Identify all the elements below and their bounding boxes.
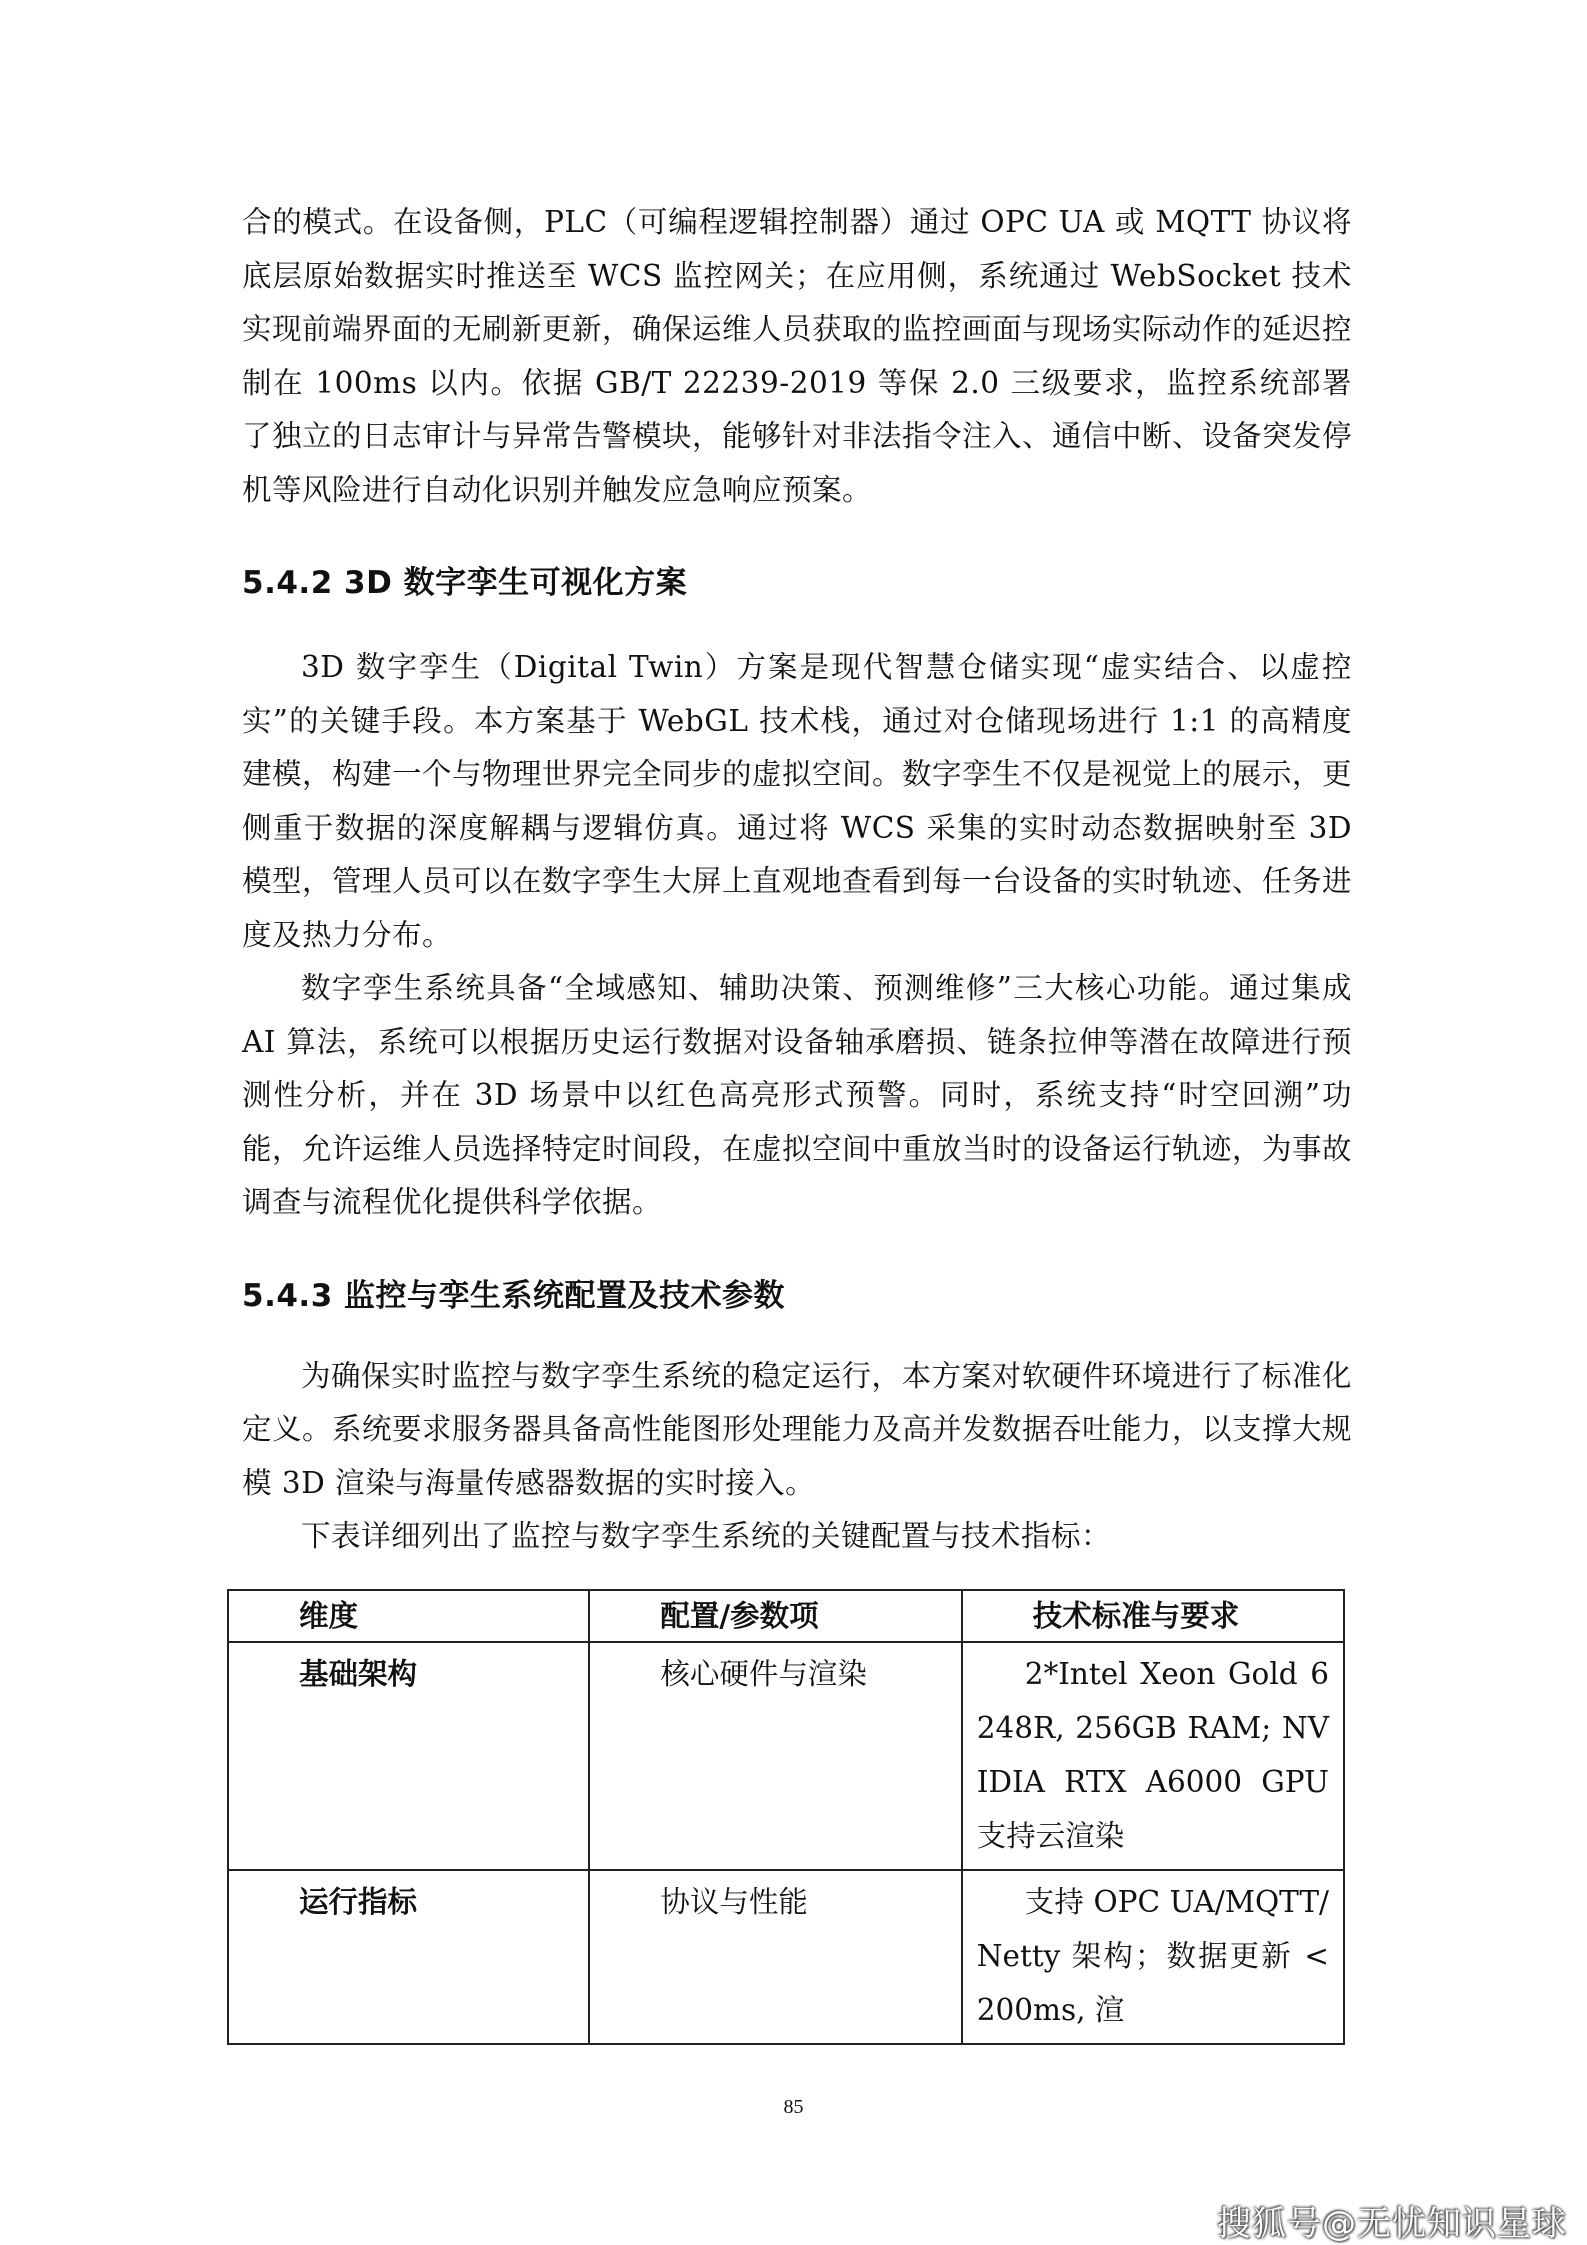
table-header-config: 配置/参数项 <box>589 1590 961 1642</box>
table-cell-config: 协议与性能 <box>589 1870 961 2044</box>
table-header-dimension: 维度 <box>228 1590 589 1642</box>
table-caption: 下表详细列出了监控与数字孪生系统的关键配置与技术指标： <box>301 1519 1112 1553</box>
table-cell-dimension: 基础架构 <box>228 1642 589 1870</box>
spec-table <box>227 1589 1345 2045</box>
table-header-row <box>228 1590 1344 1642</box>
table-cell-config: 核心硬件与渲染 <box>589 1642 961 1870</box>
page-number: 85 <box>783 2096 804 2118</box>
document-body <box>242 196 1352 1564</box>
table-cell-requirement: 支持 OPC UA/MQTT/Netty 架构；数据更新 < 200ms, 渲 <box>962 1870 1344 2044</box>
table-row <box>228 1870 1344 2044</box>
table-header-requirement: 技术标准与要求 <box>962 1590 1344 1642</box>
table-cell-dimension: 运行指标 <box>228 1870 589 2044</box>
section-heading-5-4-3: 5.4.3 监控与孪生系统配置及技术参数 <box>242 1277 786 1314</box>
section-5-4-2-paragraph-2: 数字孪生系统具备“全域感知、辅助决策、预测维修”三大核心功能。通过集成 AI 算法，系统可以根据历史运行数据对设备轴承磨损、链条拉伸等潜在故障进行预测性分析，并在 3D 场景中以红色高亮形式预警。同时，系统支持“时空回溯”功能，允许运维人员选择特定时间段，在虚拟空间中重放当时的设备运行轨迹，为事故调查与流程优化提供科学依据。 <box>242 971 1353 1219</box>
section-5-4-3-paragraph-1: 为确保实时监控与数字孪生系统的稳定运行，本方案对软硬件环境进行了标准化定义。系统要求服务器具备高性能图形处理能力及高并发数据吞吐能力，以支撑大规模 3D 渲染与海量传感器数据的实时接入。 <box>242 1358 1353 1500</box>
intro-paragraph: 合的模式。在设备侧，PLC（可编程逻辑控制器）通过 OPC UA 或 MQTT 协议将底层原始数据实时推送至 WCS 监控网关；在应用侧，系统通过 WebSocket 技术实现前端界面的无刷新更新，确保运维人员获取的监控画面与现场实际动作的延迟控制在 100ms 以内。依据 GB/T 22239-2019 等保 2.0 三级要求，监控系统部署了独立的日志审计与异常告警模块，能够针对非法指令注入、通信中断、设备突发停机等风险进行自动化识别并触发应急响应预案。 <box>242 205 1353 507</box>
section-heading-5-4-2: 5.4.2 3D 数字孪生可视化方案 <box>242 565 688 601</box>
table-row <box>228 1642 1344 1870</box>
source-watermark: 搜狐号@无忧知识星球 <box>1217 2204 1567 2244</box>
section-5-4-2-paragraph-1: 3D 数字孪生（Digital Twin）方案是现代智慧仓储实现“虚实结合、以虚控实”的关键手段。本方案基于 WebGL 技术栈，通过对仓储现场进行 1:1 的高精度建模，构建一个与物理世界完全同步的虚拟空间。数字孪生不仅是视觉上的展示，更侧重于数据的深度解耦与逻辑仿真。通过将 WCS 采集的实时动态数据映射至 3D 模型，管理人员可以在数字孪生大屏上直观地查看到每一台设备的实时轨迹、任务进度及热力分布。 <box>242 650 1353 952</box>
table-cell-requirement: 2*Intel Xeon Gold 6248R, 256GB RAM; NVIDIA RTX A6000 GPU 支持云渲染 <box>962 1642 1344 1870</box>
